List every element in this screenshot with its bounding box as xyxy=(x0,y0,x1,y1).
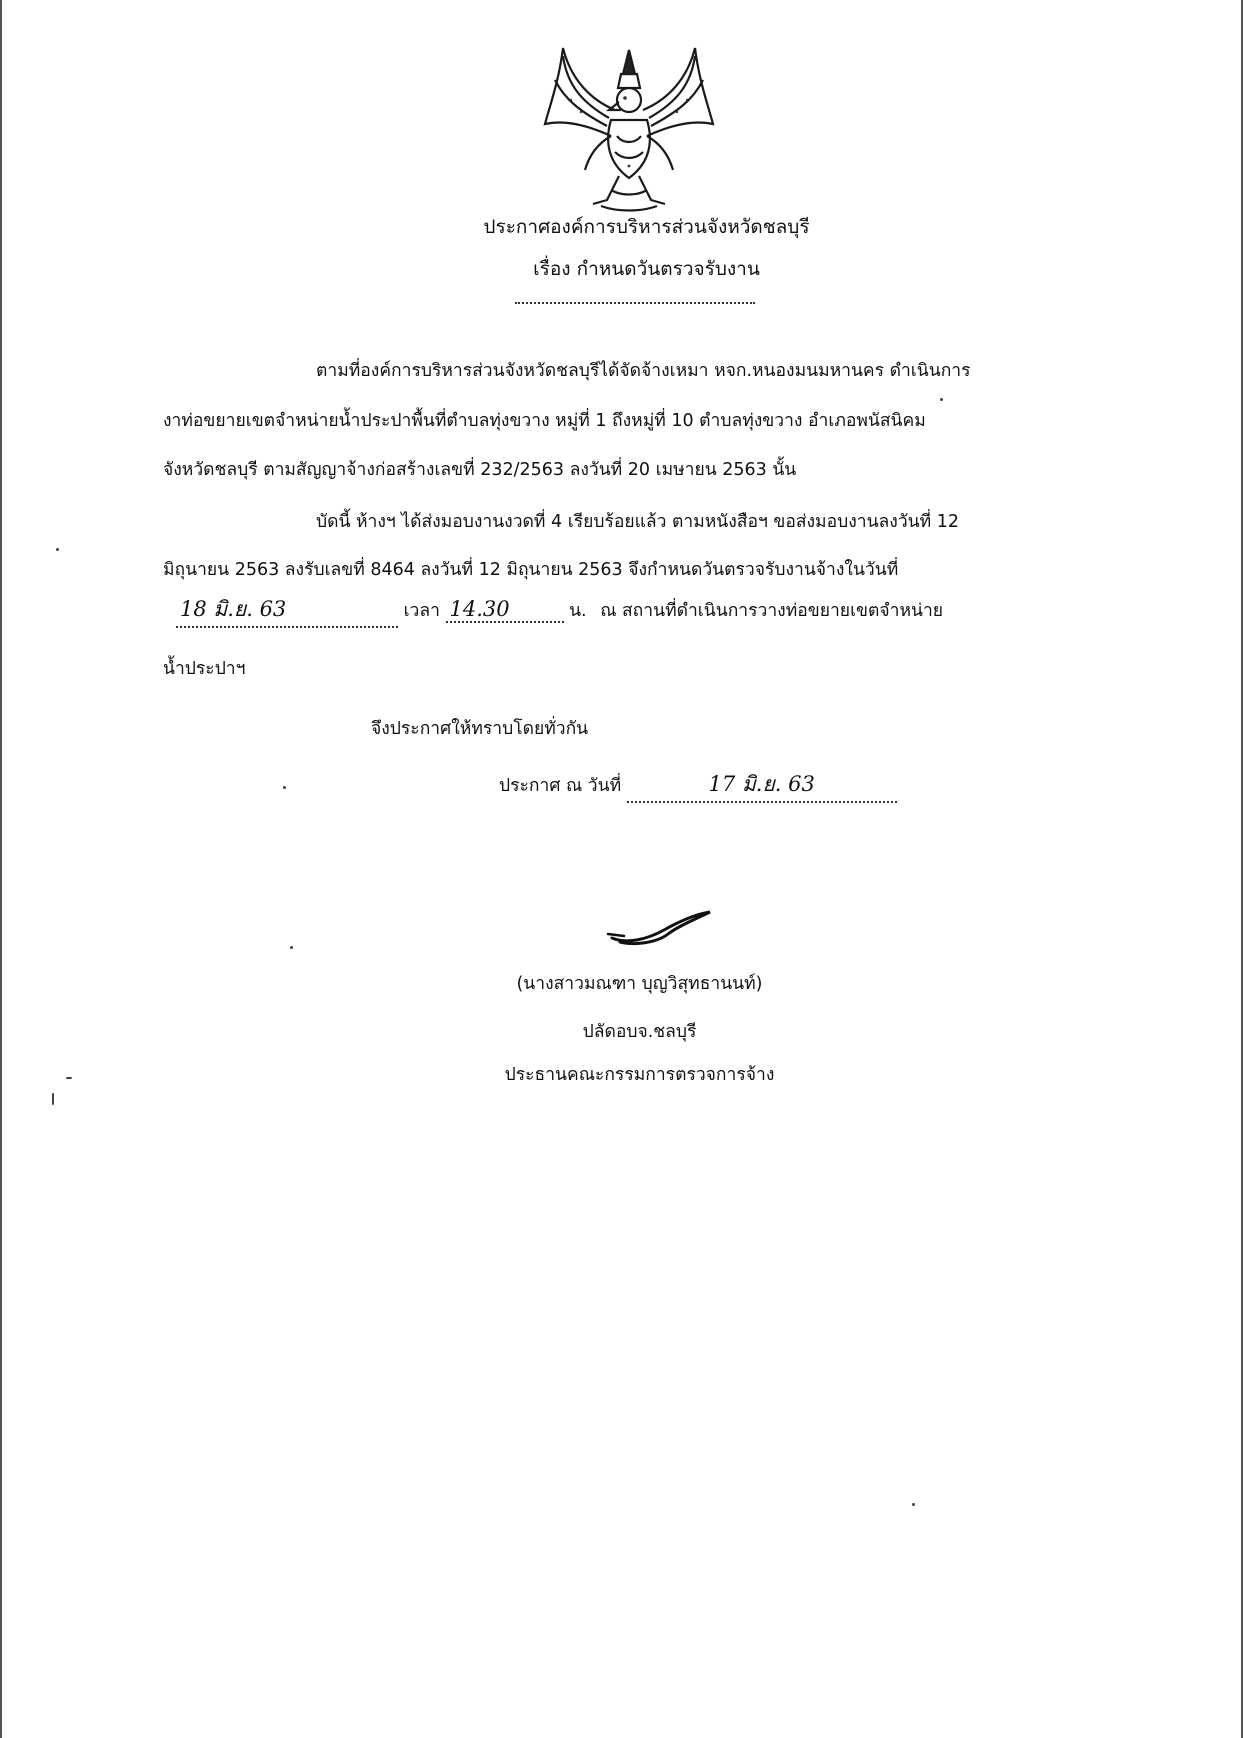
inspection-location: ณ สถานที่ดำเนินการวางท่อขยายเขตจำหน่าย xyxy=(600,601,944,621)
scan-speck xyxy=(912,1503,915,1506)
inspection-date-value: 18 มิ.ย. 63 xyxy=(176,593,398,628)
para2-line-end: น้ำประปาฯ xyxy=(163,659,246,679)
scan-speck xyxy=(283,786,286,789)
inspection-time-value: 14.30 xyxy=(446,597,564,623)
announcement-title: ประกาศองค์การบริหารส่วนจังหวัดชลบุรี xyxy=(483,216,810,238)
signature-scribble xyxy=(606,904,716,952)
para1-line-3: จังหวัดชลบุรี ตามสัญญาจ้างก่อสร้างเลขที่ 232/2563 ลงวันที่ 20 เมษายน 2563 นั้น xyxy=(163,460,797,480)
garuda-emblem-icon xyxy=(541,40,717,220)
signatory-name: (นางสาวมณฑา บุญวิสุทธานนท์) xyxy=(516,974,763,994)
scan-speck xyxy=(56,548,59,551)
scan-edge-left xyxy=(0,0,2,1738)
announcement-subject: เรื่อง กำหนดวันตรวจรับงาน xyxy=(533,258,760,280)
para2-line-2: มิถุนายน 2563 ลงรับเลขที่ 8464 ลงวันที่ 12 มิถุนายน 2563 จึงกำหนดวันตรวจรับงานจ้างในวันที่ xyxy=(163,560,899,580)
scan-speck xyxy=(940,398,943,401)
signatory-role: ประธานคณะกรรมการตรวจการจ้าง xyxy=(504,1065,775,1085)
inspection-date-line xyxy=(176,593,943,628)
time-label: เวลา xyxy=(403,601,440,621)
para1-line-2: งาท่อขยายเขตจำหน่ายน้ำประปาพื้นที่ตำบลทุ่งขวาง หมู่ที่ 1 ถึงหมู่ที่ 10 ตำบลทุ่งขวาง อำเภอพนัสนิคม xyxy=(163,411,926,431)
scan-speck xyxy=(66,1077,72,1079)
time-unit: น. xyxy=(569,601,587,621)
para2-line-1: บัดนี้ ห้างฯ ได้ส่งมอบงานงวดที่ 4 เรียบร้อยแล้ว ตามหนังสือฯ ขอส่งมอบงานลงวันที่ 12 xyxy=(316,512,959,532)
dotted-divider xyxy=(515,302,755,304)
announce-date-label: ประกาศ ณ วันที่ xyxy=(499,776,622,796)
closing-text: จึงประกาศให้ทราบโดยทั่วกัน xyxy=(371,719,589,739)
signatory-position: ปลัดอบจ.ชลบุรี xyxy=(582,1022,697,1042)
scan-speck xyxy=(52,1093,54,1105)
scan-speck xyxy=(290,946,293,949)
announce-date-line xyxy=(499,768,897,803)
para1-line-1: ตามที่องค์การบริหารส่วนจังหวัดชลบุรีได้จัดจ้างเหมา หจก.หนองมนมหานคร ดำเนินการ xyxy=(316,361,971,381)
announce-date-value: 17 มิ.ย. 63 xyxy=(627,768,897,803)
